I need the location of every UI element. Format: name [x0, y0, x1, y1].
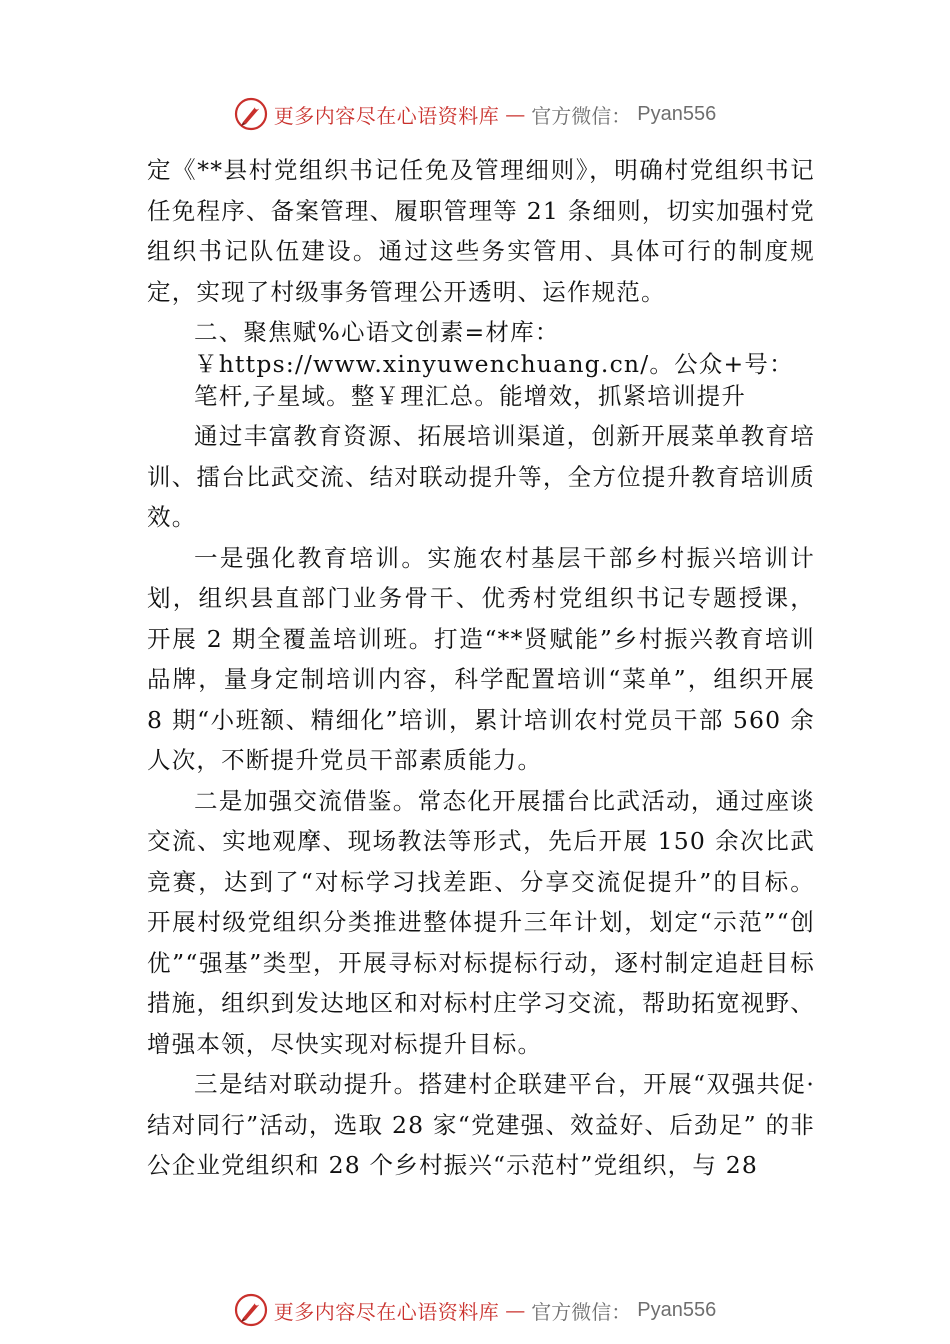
banner-separator: —: [505, 102, 526, 126]
footer-banner: [0, 1290, 950, 1330]
banner-wechat-id: Pyan556: [637, 102, 717, 125]
document-body: [147, 150, 815, 1186]
section-heading: 二、聚焦赋%心语文创素=材库：￥https://www.xinyuwenchuang.cn/。公众+号：笔杆,子星域。整￥理汇总。能增效，抓紧培训提升: [194, 318, 794, 410]
banner-wechat-label: 官方微信：: [531, 1299, 632, 1324]
paragraph-item-1: 一是强化教育培训。实施农村基层干部乡村振兴培训计划，组织县直部门业务骨干、优秀村党组织书记专题授课， 开展 2 期全覆盖培训班。打造“**贤赋能”乡村振兴教育培训品牌，量身定制培训内容，科学配置培训“菜单”，组织开展 8 期“小班额、精细化”培训，累计培训农村党员干部 560 余人次，不断提升党员干部素质能力。: [147, 543, 815, 774]
quill-pen-logo-icon: [234, 97, 268, 131]
paragraph-continuation: 定《**县村党组织书记任免及管理细则》，明确村党组织书记任免程序、备案管理、履职管理等 21 条细则，切实加强村党组织书记队伍建设。通过这些务实管用、具体可行的制度规定，实现了村级事务管理公开透明、运作规范。: [147, 156, 815, 306]
banner-wechat-label: 官方微信：: [531, 103, 632, 128]
paragraph-item-2: 二是加强交流借鉴。常态化开展擂台比武活动，通过座谈交流、实地观摩、现场教法等形式，先后开展 150 余次比武竞赛，达到了“对标学习找差距、分享交流促提升”的目标。开展村级党组织分类推进整体提升三年计划，划定“示范”“创优”“强基”类型，开展寻标对标提标行动，逐村制定追赶目标措施，组织到发达地区和对标村庄学习交流，帮助拓宽视野、增强本领，尽快实现对标提升目标。: [147, 786, 815, 1058]
quill-pen-logo-icon: [234, 1293, 268, 1327]
banner-text: 更多内容尽在心语资料库: [273, 103, 500, 128]
paragraph-intro: 通过丰富教育资源、拓展培训渠道，创新开展菜单教育培训、擂台比武交流、结对联动提升等，全方位提升教育培训质效。: [147, 422, 815, 531]
header-banner: [0, 94, 950, 134]
paragraph-item-3: 三是结对联动提升。搭建村企联建平台，开展“双强共促·结对同行”活动，选取 28 家“党建强、效益好、后劲足” 的非公企业党组织和 28 个乡村振兴“示范村”党组织，与 28: [147, 1070, 815, 1179]
banner-text: 更多内容尽在心语资料库: [273, 1299, 500, 1324]
banner-wechat-id: Pyan556: [637, 1298, 717, 1321]
banner-separator: —: [505, 1298, 526, 1322]
